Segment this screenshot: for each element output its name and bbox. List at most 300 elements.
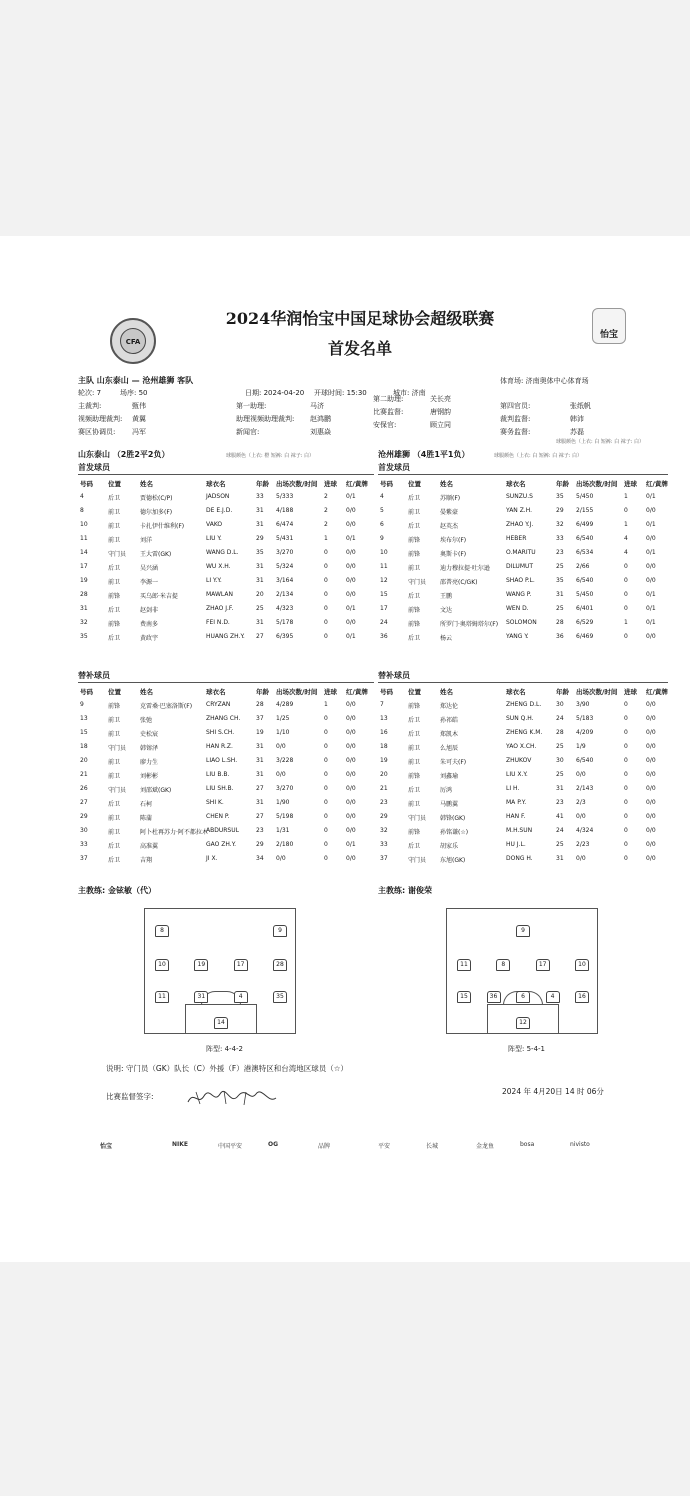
player-jersey-icon: 11 — [457, 959, 471, 971]
referee-assessor: 韩沛 — [570, 415, 584, 423]
referee-label: 主裁判: — [78, 402, 102, 410]
table-cell: 0/1 — [646, 605, 656, 612]
press-officer: 刘惠焱 — [310, 428, 331, 436]
table-cell: 28 — [556, 729, 564, 736]
table-row — [378, 616, 674, 630]
table-cell: GAO ZH.Y. — [206, 841, 237, 848]
table-cell: 0 — [324, 591, 328, 598]
table-cell: 0 — [324, 563, 328, 570]
table-cell: 前锋 — [408, 829, 421, 836]
table-cell: 33 — [80, 841, 88, 848]
avar-label: 助理视频助理裁判: — [236, 415, 295, 423]
table-row — [378, 712, 674, 726]
table-row — [378, 532, 674, 546]
table-cell: ZHUKOV — [506, 757, 532, 764]
table-cell: 0 — [324, 799, 328, 806]
table-cell: 31 — [556, 855, 564, 862]
table-cell: 5/450 — [576, 493, 594, 500]
table-cell: 奥斯卡(F) — [440, 551, 467, 558]
table-cell: 前卫 — [408, 509, 421, 516]
table-row — [378, 560, 674, 574]
table-row — [378, 630, 674, 644]
table-cell: 5/198 — [276, 813, 294, 820]
table-cell: 5/431 — [276, 535, 294, 542]
table-cell: 0 — [624, 605, 628, 612]
column-header: 出场次数/时间 — [276, 688, 318, 696]
away-subs-label: 替补球员 — [378, 671, 410, 680]
player-jersey-icon: 17 — [234, 959, 248, 971]
table-cell: 0/0 — [646, 715, 656, 722]
table-cell: 31 — [256, 507, 264, 514]
table-cell: 苏顺(F) — [440, 495, 461, 502]
table-cell: 0 — [324, 855, 328, 862]
table-cell: 后卫 — [408, 731, 421, 738]
table-cell: 孙铭谦(☆) — [440, 829, 469, 836]
table-cell: 41 — [556, 813, 564, 820]
table-row — [378, 740, 674, 754]
player-jersey-icon: 31 — [194, 991, 208, 1003]
table-cell: SUN Q.H. — [506, 715, 534, 722]
table-row — [78, 754, 374, 768]
table-cell: MAWLAN — [206, 591, 233, 598]
csl-logo: 怡宝 — [592, 308, 626, 344]
table-cell: 2/143 — [576, 785, 594, 792]
table-cell: 25 — [556, 771, 564, 778]
table-cell: 1 — [624, 493, 628, 500]
table-cell: 10 — [380, 549, 388, 556]
table-cell: WEN D. — [506, 605, 529, 612]
table-cell: 前卫 — [108, 579, 121, 586]
table-cell: 36 — [556, 633, 564, 640]
table-cell: 10 — [80, 521, 88, 528]
column-header: 球衣名 — [506, 480, 526, 488]
table-row — [78, 602, 374, 616]
column-header: 红/黄牌 — [646, 480, 668, 488]
table-cell: 埃布尔(F) — [440, 537, 467, 544]
table-cell: ZHAO Y.J. — [506, 521, 534, 528]
rule — [78, 474, 374, 475]
table-cell: 阿卜杜再苏力·阿不都拉木 — [140, 829, 208, 836]
ar1-label: 第一助理: — [236, 402, 267, 410]
table-row — [78, 796, 374, 810]
table-cell: 3/90 — [576, 701, 590, 708]
table-cell: 0/0 — [346, 813, 356, 820]
table-row — [378, 588, 674, 602]
table-cell: 20 — [380, 771, 388, 778]
table-cell: 15 — [80, 729, 88, 736]
table-cell: 守门员 — [408, 579, 427, 586]
table-cell: 30 — [80, 827, 88, 834]
table-cell: 17 — [80, 563, 88, 570]
table-cell: 前卫 — [108, 509, 121, 516]
table-cell: JADSON — [206, 493, 230, 500]
table-cell: 0 — [324, 827, 328, 834]
table-cell: 0 — [624, 577, 628, 584]
table-cell: 30 — [556, 757, 564, 764]
table-cell: 32 — [80, 619, 88, 626]
table-cell: 前卫 — [408, 801, 421, 808]
table-cell: 19 — [80, 577, 88, 584]
sponsor-logo: 品牌 — [318, 1143, 331, 1150]
table-row — [78, 574, 374, 588]
table-cell: LIU Y. — [206, 535, 222, 542]
table-cell: 5/333 — [276, 493, 294, 500]
table-cell: 1/31 — [276, 827, 290, 834]
table-row — [378, 754, 674, 768]
table-cell: 卡扎伊什维利(F) — [140, 523, 185, 530]
column-header: 红/黄牌 — [346, 688, 368, 696]
table-cell: 韩镕泽 — [140, 745, 159, 752]
table-cell: 35 — [556, 577, 564, 584]
table-cell: 德尔加多(F) — [140, 509, 173, 516]
table-cell: VAKO — [206, 521, 223, 528]
table-cell: 0/0 — [576, 855, 586, 862]
table-cell: 买乌郎·米吉提 — [140, 593, 178, 600]
table-cell: 1/90 — [276, 799, 290, 806]
table-cell: 前卫 — [108, 829, 121, 836]
column-header: 球衣名 — [206, 480, 226, 488]
table-cell: 4 — [80, 493, 84, 500]
table-cell: 0/0 — [346, 507, 356, 514]
match-date: 日期: 2024-04-20 — [245, 389, 305, 397]
table-cell: 0/0 — [346, 855, 356, 862]
table-cell: 0/0 — [646, 577, 656, 584]
table-cell: 7 — [380, 701, 384, 708]
table-cell: 26 — [80, 785, 88, 792]
table-row — [78, 838, 374, 852]
ar1: 马济 — [310, 402, 324, 410]
table-cell: 后卫 — [408, 523, 421, 530]
column-header: 位置 — [408, 480, 421, 488]
away-formation: 阵型: 5-4-1 — [508, 1045, 545, 1053]
away-starters-label: 首发球员 — [378, 463, 410, 472]
security-officer-label: 安保官: — [373, 421, 397, 429]
table-cell: 27 — [80, 799, 88, 806]
table-cell: 0 — [624, 827, 628, 834]
table-cell: 0/1 — [346, 535, 356, 542]
away-coach: 主教练: 谢俊荣 — [378, 886, 432, 895]
table-cell: 后卫 — [408, 787, 421, 794]
table-cell: WANG D.L. — [206, 549, 239, 556]
away-formation-pitch — [446, 908, 598, 1034]
table-cell: 0/1 — [646, 493, 656, 500]
table-cell: 后卫 — [108, 857, 121, 864]
table-cell: 31 — [80, 605, 88, 612]
table-cell: 0/0 — [646, 633, 656, 640]
page-title: 2024华润怡宝中国足球协会超级联赛 — [225, 309, 495, 328]
column-header: 姓名 — [440, 688, 453, 696]
table-cell: 0 — [324, 619, 328, 626]
table-cell: 6/474 — [276, 521, 294, 528]
table-cell: 0/0 — [576, 813, 586, 820]
table-row — [78, 630, 374, 644]
table-cell: 前卫 — [408, 759, 421, 766]
table-cell: 5 — [380, 507, 384, 514]
table-cell: 28 — [256, 701, 264, 708]
table-cell: 后卫 — [108, 843, 121, 850]
table-cell: 文达 — [440, 607, 453, 614]
table-cell: 赵剑非 — [140, 607, 159, 614]
page-subtitle: 首发名单 — [327, 339, 392, 358]
player-jersey-icon: 11 — [155, 991, 169, 1003]
table-cell: 后卫 — [108, 801, 121, 808]
table-cell: 后卫 — [408, 593, 421, 600]
table-cell: 0 — [324, 605, 328, 612]
table-cell: 31 — [256, 619, 264, 626]
player-jersey-icon: 10 — [575, 959, 589, 971]
table-cell: 34 — [256, 855, 264, 862]
table-cell: JI X. — [206, 855, 218, 862]
column-header: 号码 — [80, 688, 93, 696]
player-jersey-icon: 19 — [194, 959, 208, 971]
table-cell: SUNZU.S — [506, 493, 533, 500]
table-cell: 前锋 — [408, 537, 421, 544]
home-coach: 主教练: 金铉敏（代） — [78, 886, 156, 895]
table-cell: ZHENG D.L. — [506, 701, 542, 708]
referee-assessor-label: 裁判监督: — [500, 415, 531, 423]
table-cell: SHI S.CH. — [206, 729, 235, 736]
table-cell: 20 — [80, 757, 88, 764]
table-cell: 守门员 — [108, 551, 127, 558]
table-cell: 邵普亮(C/GK) — [440, 579, 478, 586]
column-header: 球衣名 — [206, 688, 226, 696]
table-cell: 0/0 — [646, 813, 656, 820]
table-cell: 18 — [380, 743, 388, 750]
table-cell: 13 — [380, 715, 388, 722]
table-cell: 0/0 — [346, 619, 356, 626]
match-teams: 主队 山东泰山 — 沧州雄狮 客队 — [78, 376, 194, 385]
table-cell: 19 — [380, 757, 388, 764]
table-cell: LIU B.B. — [206, 771, 230, 778]
table-cell: 25 — [556, 605, 564, 612]
rule — [78, 682, 374, 683]
table-cell: 高准翼 — [140, 843, 159, 850]
fourth-official-label: 第四官员: — [500, 402, 531, 410]
table-row — [78, 768, 374, 782]
table-cell: 3/270 — [276, 549, 294, 556]
column-header: 年龄 — [256, 480, 269, 488]
table-cell: 9 — [80, 701, 84, 708]
table-cell: 0/0 — [346, 799, 356, 806]
table-cell: 6 — [380, 521, 384, 528]
cfa-logo — [110, 318, 156, 364]
table-cell: 4/324 — [576, 827, 594, 834]
table-cell: 0/0 — [646, 855, 656, 862]
table-row — [78, 824, 374, 838]
table-cell: 5/450 — [576, 591, 594, 598]
table-cell: 33 — [256, 493, 264, 500]
legend-note: 说明: 守门员（GK）队长（C）外援（F）港澳特区和台湾地区球员（☆） — [106, 1064, 348, 1073]
table-cell: 24 — [556, 715, 564, 722]
table-cell: 1 — [624, 521, 628, 528]
table-cell: 0/0 — [346, 591, 356, 598]
table-cell: 0/0 — [346, 549, 356, 556]
table-cell: 前锋 — [408, 607, 421, 614]
table-cell: 0 — [624, 701, 628, 708]
table-cell: 0 — [324, 729, 328, 736]
table-cell: 0/0 — [646, 827, 656, 834]
table-cell: 2 — [324, 521, 328, 528]
table-cell: 6/499 — [576, 521, 594, 528]
table-cell: 守门员 — [408, 857, 427, 864]
table-cell: 0 — [624, 799, 628, 806]
table-cell: 0 — [624, 771, 628, 778]
player-jersey-icon: 9 — [273, 925, 287, 937]
table-cell: 前卫 — [108, 523, 121, 530]
sign-timestamp: 2024 年 4月20日 14 时 06分 — [502, 1087, 604, 1096]
table-cell: ZHAO J.F. — [206, 605, 234, 612]
table-row — [378, 504, 674, 518]
table-cell: 吉翔 — [140, 857, 153, 864]
sponsor-logo: nivisto — [570, 1141, 590, 1148]
table-row — [78, 532, 374, 546]
table-cell: 13 — [80, 715, 88, 722]
table-cell: 0/0 — [646, 743, 656, 750]
table-cell: 0 — [324, 633, 328, 640]
table-cell: 0/1 — [646, 591, 656, 598]
table-cell: 赵英杰 — [440, 523, 459, 530]
rule — [378, 474, 668, 475]
table-cell: 刘彬彬 — [140, 773, 159, 780]
sponsor-logo: 金龙鱼 — [476, 1143, 495, 1150]
table-cell: 32 — [380, 827, 388, 834]
table-row — [78, 852, 374, 866]
table-cell: 1/10 — [276, 729, 290, 736]
table-cell: 0 — [324, 549, 328, 556]
table-cell: 前锋 — [408, 773, 421, 780]
table-cell: 石柯 — [140, 801, 153, 808]
home-team-name: 山东泰山 （2胜2平2负） — [78, 450, 170, 459]
table-cell: CHEN P. — [206, 813, 230, 820]
table-cell: 4/289 — [276, 701, 294, 708]
match-number: 场序: 50 — [120, 389, 148, 397]
player-jersey-icon: 4 — [546, 991, 560, 1003]
table-cell: 5/324 — [276, 563, 294, 570]
table-cell: 11 — [80, 535, 88, 542]
table-cell: HEBER — [506, 535, 527, 542]
sponsor-logo: 怡宝 — [100, 1143, 113, 1150]
table-cell: 马鹏翼 — [440, 801, 459, 808]
table-cell: 31 — [256, 799, 264, 806]
table-cell: 0/0 — [346, 563, 356, 570]
table-cell: 费南多 — [140, 621, 159, 628]
table-cell: HAN F. — [506, 813, 526, 820]
table-cell: 王鹏 — [440, 593, 453, 600]
table-cell: 前卫 — [408, 565, 421, 572]
table-cell: 0/0 — [576, 771, 586, 778]
table-cell: LIAO L.SH. — [206, 757, 238, 764]
table-cell: DONG H. — [506, 855, 533, 862]
column-header: 进球 — [624, 480, 637, 488]
table-cell: 后卫 — [408, 717, 421, 724]
table-cell: DE E.J.D. — [206, 507, 233, 514]
table-cell: 0/0 — [346, 701, 356, 708]
table-header — [378, 476, 674, 490]
table-cell: 杨云 — [440, 635, 453, 642]
table-cell: YANG Y. — [506, 633, 529, 640]
table-cell: 廖力生 — [140, 759, 159, 766]
table-cell: 18 — [80, 743, 88, 750]
table-cell: 1 — [324, 701, 328, 708]
table-row — [78, 518, 374, 532]
table-cell: 0 — [624, 785, 628, 792]
table-cell: 0 — [624, 841, 628, 848]
table-cell: ZHENG K.M. — [506, 729, 543, 736]
table-cell: 27 — [256, 813, 264, 820]
table-cell: 郑达伦 — [440, 703, 459, 710]
table-cell: 0 — [624, 715, 628, 722]
table-cell: 前卫 — [108, 815, 121, 822]
table-cell: 2 — [324, 493, 328, 500]
table-row — [378, 768, 674, 782]
column-header: 出场次数/时间 — [576, 480, 618, 488]
ar2-label: 第二助理: — [373, 395, 404, 403]
city: 城市: 济南 — [393, 389, 426, 397]
table-cell: 0/0 — [646, 535, 656, 542]
table-row — [78, 490, 374, 504]
table-cell: 31 — [256, 757, 264, 764]
table-cell: 30 — [556, 701, 564, 708]
table-row — [378, 726, 674, 740]
var: 黄翼 — [132, 415, 146, 423]
player-jersey-icon: 14 — [214, 1017, 228, 1029]
var-label: 视频助理裁判: — [78, 415, 123, 423]
table-cell: 前锋 — [408, 551, 421, 558]
table-cell: 0 — [324, 771, 328, 778]
column-header: 年龄 — [556, 480, 569, 488]
table-cell: 3/164 — [276, 577, 294, 584]
away-team-name: 沧州雄狮 （4胜1平1负） — [378, 450, 470, 459]
table-cell: 前卫 — [108, 773, 121, 780]
table-row — [78, 546, 374, 560]
table-cell: 吴兴涵 — [140, 565, 159, 572]
table-cell: 21 — [380, 785, 388, 792]
home-formation: 阵型: 4-4-2 — [206, 1045, 243, 1053]
table-cell: 0 — [324, 577, 328, 584]
player-jersey-icon: 4 — [234, 991, 248, 1003]
table-cell: LI Y.Y. — [206, 577, 222, 584]
table-cell: 31 — [256, 743, 264, 750]
player-jersey-icon: 6 — [516, 991, 530, 1003]
table-cell: 韩锋(GK) — [440, 815, 466, 822]
table-cell: 35 — [80, 633, 88, 640]
table-cell: 0/1 — [346, 633, 356, 640]
table-cell: 27 — [256, 785, 264, 792]
table-cell: 0/0 — [346, 743, 356, 750]
table-cell: CRYZAN — [206, 701, 231, 708]
table-cell: 前卫 — [108, 537, 121, 544]
player-jersey-icon: 15 — [457, 991, 471, 1003]
table-cell: 4 — [624, 549, 628, 556]
table-cell: ZHANG CH. — [206, 715, 241, 722]
table-cell: 0/1 — [646, 549, 656, 556]
table-row — [78, 782, 374, 796]
table-cell: 0/0 — [646, 841, 656, 848]
table-cell: 31 — [556, 591, 564, 598]
table-cell: 0/0 — [346, 577, 356, 584]
table-cell: 0/1 — [346, 493, 356, 500]
table-cell: 1 — [324, 535, 328, 542]
table-cell: 前卫 — [108, 759, 121, 766]
table-cell: 1 — [624, 619, 628, 626]
table-cell: 后卫 — [408, 495, 421, 502]
table-cell: 6/540 — [576, 535, 594, 542]
table-cell: 后卫 — [108, 565, 121, 572]
table-cell: 0/1 — [346, 605, 356, 612]
table-row — [378, 546, 674, 560]
table-row — [78, 588, 374, 602]
player-jersey-icon: 28 — [273, 959, 287, 971]
